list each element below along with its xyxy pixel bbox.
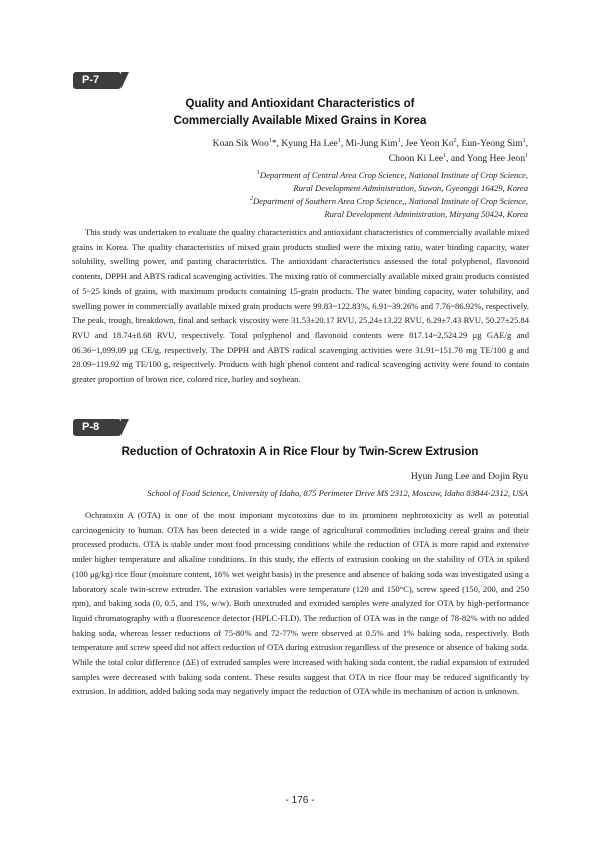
abstract-number-badge: P-8 <box>73 419 121 436</box>
author-line: Koan Sik Woo$^1$*, Kyung Ha Lee$^1$, Mi-Jung Kim$^1$, Jee Yeon Ko$^2$, Eun-Yeong Sim$^1$, <box>212 137 528 149</box>
title-line: Commercially Available Mixed Grains in Korea <box>173 115 427 127</box>
abstract-body: This study was undertaken to evaluate the quality characteristics and antioxidant characteristics of commercially available mixed grains in Korea. The quality characteristics of mixed grain products studied were the mixing ratio, water binding capacity, water solubility, swelling power, and pasting characteristics. The antioxidant characteristics assessed the total polyphenol, flavonoid contents, DPPH and ABTS radical scavenging activities. The mixing ratio of commercially available mixed grain products consisted of 5~25 kinds of grains, with maximum products containing 15-grain products. The water binding capacity, water solubility, and swelling power in commercially available mixed grain products were 99.83~122.83%, 6.91~39.26% and 7.76~86.92%, respectively. The peak, trough, breakdown, final and setback viscosity were 31.53±20.17 RVU, 25.24±13.22 RVU, 6.29±7.43 RVU, 50.27±25.84 RVU and 18.74±8.68 RVU, respectively. Total polyphenol and flavonoid contents were 817.14~2,524.29 μg GAE/g and 06.36~1,099.09 μg CE/g, respectively. The DPPH and ABTS radical scavenging activities were 31.91~151.70 mg TE/100 g and 28.09~119.92 mg TE/100 g, respectively. Products with high phenol content and radical scavenging activity were found to contain greater proportion of brown rice, colored rice, barley and soybean. <box>72 227 529 385</box>
title-line: Quality and Antioxidant Characteristics of <box>185 98 415 110</box>
paper-title: Reduction of Ochratoxin A in Rice Flour by Twin-Screw Extrusion <box>121 446 479 458</box>
affiliation-line: Rural Development Administration, Miryang 50424, Korea <box>324 209 528 219</box>
affiliation-line: $^2$Department of Southern Area Crop Science,, National Institute of Crop Science, <box>249 196 528 206</box>
affiliation-line: School of Food Science, University of Idaho, 875 Perimeter Drive MS 2312, Moscow, Idaho 83844-2312, USA <box>147 488 528 498</box>
affiliation-list <box>250 169 528 221</box>
abstract-number-badge: P-7 <box>73 72 121 89</box>
paper-title <box>70 96 530 130</box>
author-list: Hyun Jung Lee and Dojin Ryu <box>410 471 528 482</box>
author-list <box>213 136 528 166</box>
abstract-body: Ochratoxin A (OTA) is one of the most important mycotoxins due to its prominent nephrotoxicity as well as potential carcinogenicity to human. OTA has been detected in a wide range of agricultural commodities including cereal grains and their processed products. OTA is stable under most food processing conditions while the reduction of OTA is more rapid and extensive under higher temperature and alkaline conditions. In this study, the effects of extrusion cooking on the stability of OTA in spiked (100 μg/kg) rice flour (moisture content, 16% wet weight basis) in the presence and absence of baking soda was investigated using a laboratory scale twin-screw extruder. The extrusion variables were temperature (120 and 150°C), screw speed (150, 200, and 250 rpm), and baking soda (0, 0.5, and 1%, w/w). Both unextruded and extruded samples were analyzed for OTA by high-performance liquid chromatography with a fluorescence detector (HPLC-FLD). The reduction of OTA was in the range of 78-82% with no added baking soda, whereas lesser reductions of 75-80% and 72-77% were observed at 0.5% and 1% baking soda, respectively. Both temperature and screw speed did not affect reduction of OTA during extrusion regardless of the presence or absence of baking soda. While the total color difference (ΔE) of extruded samples were increased with baking soda content, the radial expansion of extruded samples were decreased with baking soda content. These results suggest that OTA in rice flour may be reduced significantly by extrusion. In addition, added baking soda may negatively impact the reduction of OTA while its mechanism of action is unknown. <box>72 510 529 697</box>
affiliation-line: $^1$Department of Central Area Crop Science, National Institute of Crop Science, <box>256 170 528 180</box>
affiliation-line: Rural Development Administration, Suwon, Gyeonggi 16429, Korea <box>293 183 528 193</box>
author-line: Choon Ki Lee$^1$, and Yong Hee Jeon$^1$ <box>388 152 528 164</box>
page-number: - 176 - <box>285 795 315 806</box>
